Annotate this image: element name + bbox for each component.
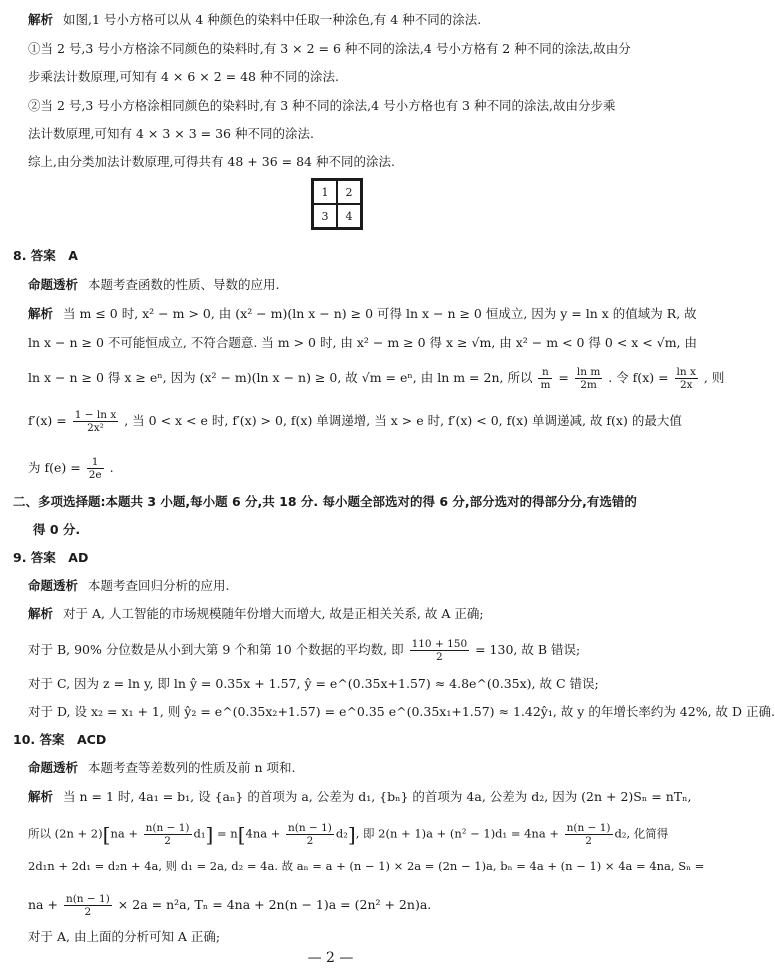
tou-label: 命题透析	[28, 277, 79, 292]
fraction: $\frac{n}{m}$	[540, 366, 551, 391]
p1-line-1: 解析 如图,1 号小方格可以从 4 种颜色的染料中任取一种涂色,有 4 种不同的涂法.	[28, 12, 482, 27]
fraction: $\frac{n(n - 1)}{2}$	[145, 822, 190, 847]
p1-line-2: ①当 2 号,3 号小方格涂不同颜色的染料时,有 3 × 2 = 6 种不同的涂法,4 号小方格有 2 种不同的涂法,故由分	[28, 41, 631, 56]
analysis-label: 解析	[28, 606, 54, 621]
q9-line-2: 对于 B, 90% 分位数是从小到大第 9 个和第 10 个数据的平均数, 即 $\frac{110 + 150}{2}$ = 130, 故 B 错误;	[28, 638, 581, 663]
p1-line-4: ②当 2 号,3 号小方格涂相同颜色的染料时,有 3 种不同的涂法,4 号小方格也有 3 种不同的涂法,故由分步乘	[28, 98, 616, 113]
q8-line-5: 为 f(e) = $\frac{1}{2e}$ .	[28, 456, 114, 481]
analysis-label: 解析	[28, 306, 54, 321]
q10-line-3: 2d₁n + 2d₁ = d₂n + 4a, 则 d₁ = 2a, d₂ = 4a. 故 aₙ = a + (n − 1) × 2a = (2n − 1)a, bₙ = 4a + (n − 1) × 4a = 4na, Sₙ =	[28, 859, 705, 873]
analysis-label: 解析	[28, 789, 54, 804]
fraction: $\frac{n(n - 1)}{2}$	[65, 893, 110, 918]
bracket-open: [	[102, 822, 111, 847]
q9-answer: 9. 答案 AD	[13, 550, 89, 565]
bracket-close: ]	[205, 822, 214, 847]
fraction: $\frac{n(n - 1)}{2}$	[288, 822, 332, 847]
q8-tou: 命题透析 本题考查函数的性质、导数的应用.	[28, 277, 280, 292]
page-number: — 2 —	[307, 950, 354, 966]
q10-answer: 10. 答案 ACD	[13, 732, 107, 747]
fraction: $\frac{\text{1 − ln x}}{\text{2x²}}$	[74, 409, 117, 434]
q10-line-1: 解析 当 n = 1 时, 4a₁ = b₁, 设 {aₙ} 的首项为 a, 公差为 d₁, {bₙ} 的首项为 4a, 公差为 d₂, 因为 (2n + 2)Sₙ = nTₙ,	[28, 789, 692, 804]
grid-cell: 4	[337, 204, 361, 228]
q10-tou: 命题透析 本题考查等差数列的性质及前 n 项和.	[28, 760, 296, 775]
fraction: $\frac{1}{2e}$	[88, 456, 102, 481]
q10-line-5: 对于 A, 由上面的分析可知 A 正确;	[28, 929, 221, 944]
bracket-close: ]	[347, 822, 356, 847]
q8-line-1: 解析 当 m ≤ 0 时, x² − m > 0, 由 (x² − m)(ln x − n) ≥ 0 可得 ln x − n ≥ 0 恒成立, 因为 y = ln x 的值域为 R, 故	[28, 306, 697, 321]
fraction: $\frac{n(n - 1)}{2}$	[566, 822, 611, 847]
q9-tou: 命题透析 本题考查回归分析的应用.	[28, 578, 230, 593]
coloring-grid	[311, 178, 363, 230]
p1-line-3: 步乘法计数原理,可知有 4 × 6 × 2 = 48 种不同的涂法.	[28, 69, 339, 84]
fraction: $\frac{\text{ln m}}{2m}$	[576, 366, 601, 391]
q8-answer: 8. 答案 A	[13, 248, 78, 263]
section-2-heading: 二、多项选择题:本题共 3 小题,每小题 6 分,共 18 分. 每小题全部选对的得 6 分,部分选对的得部分分,有选错的	[13, 494, 637, 509]
p1-line-6: 综上,由分类加法计数原理,可得共有 48 + 36 = 84 种不同的涂法.	[28, 154, 395, 169]
tou-label: 命题透析	[28, 760, 79, 775]
analysis-label: 解析	[28, 12, 54, 27]
bracket-open: [	[237, 822, 246, 847]
fraction: $\frac{\text{ln x}}{2x}$	[676, 366, 696, 391]
q9-line-3: 对于 C, 因为 z = ln y, 即 ln ŷ = 0.35x + 1.57, ŷ = e^(0.35x+1.57) ≈ 4.8e^(0.35x), 故 C 错误;	[28, 676, 599, 691]
q8-line-2: ln x − n ≥ 0 不可能恒成立, 不符合题意. 当 m > 0 时, 由 x² − m ≥ 0 得 x ≥ √m, 由 x² − m < 0 得 0 < x < √m, 由	[28, 335, 698, 350]
q8-line-3: ln x − n ≥ 0 得 x ≥ eⁿ, 因为 (x² − m)(ln x − n) ≥ 0, 故 √m = eⁿ, 由 ln m = 2n, 所以 $\frac{n}{m}$ = $\frac{\text{ln m}}{2m}$ . 令 f(x) = $\frac{\text{ln x}}{2x}$ , 则	[28, 366, 725, 391]
q9-line-1: 解析 对于 A, 人工智能的市场规模随年份增大而增大, 故是正相关关系, 故 A 正确;	[28, 606, 484, 621]
q10-line-4: na + $\frac{n(n - 1)}{2}$ × 2a = n²a, Tₙ = 4na + 2n(n − 1)a = (2n² + 2n)a.	[28, 893, 432, 918]
q10-line-2: 所以 (2n + 2)[na + $\frac{n(n - 1)}{2}$ d₁] = n[4na + $\frac{n(n - 1)}{2}$ d₂], 即 2(n + 1)a + (n² − 1)d₁ = 4na + $\frac{n(n - 1)}{2}$ d₂, 化简得	[28, 822, 669, 847]
section-2-heading-cont: 得 0 分.	[33, 522, 81, 537]
fraction: $\frac{110 + 150}{2}$	[411, 638, 468, 663]
p1-line-5: 法计数原理,可知有 4 × 3 × 3 = 36 种不同的涂法.	[28, 126, 314, 141]
grid-cell: 2	[337, 180, 361, 204]
q8-line-4: f′(x) = $\frac{\text{1 − ln x}}{\text{2x²}}$ , 当 0 < x < e 时, f′(x) > 0, f(x) 单调递增, 当 x > e 时, f′(x) < 0, f(x) 单调递减, 故 f(x) 的最大值	[28, 409, 682, 434]
grid-cell: 3	[313, 204, 337, 228]
grid-cell: 1	[313, 180, 337, 204]
q9-line-4: 对于 D, 设 x₂ = x₁ + 1, 则 ŷ₂ = e^(0.35x₂+1.57) = e^0.35 e^(0.35x₁+1.57) ≈ 1.42ŷ₁, 故 y 的年增长率约为 42%, 故 D 正确.	[28, 704, 775, 719]
tou-label: 命题透析	[28, 578, 79, 593]
